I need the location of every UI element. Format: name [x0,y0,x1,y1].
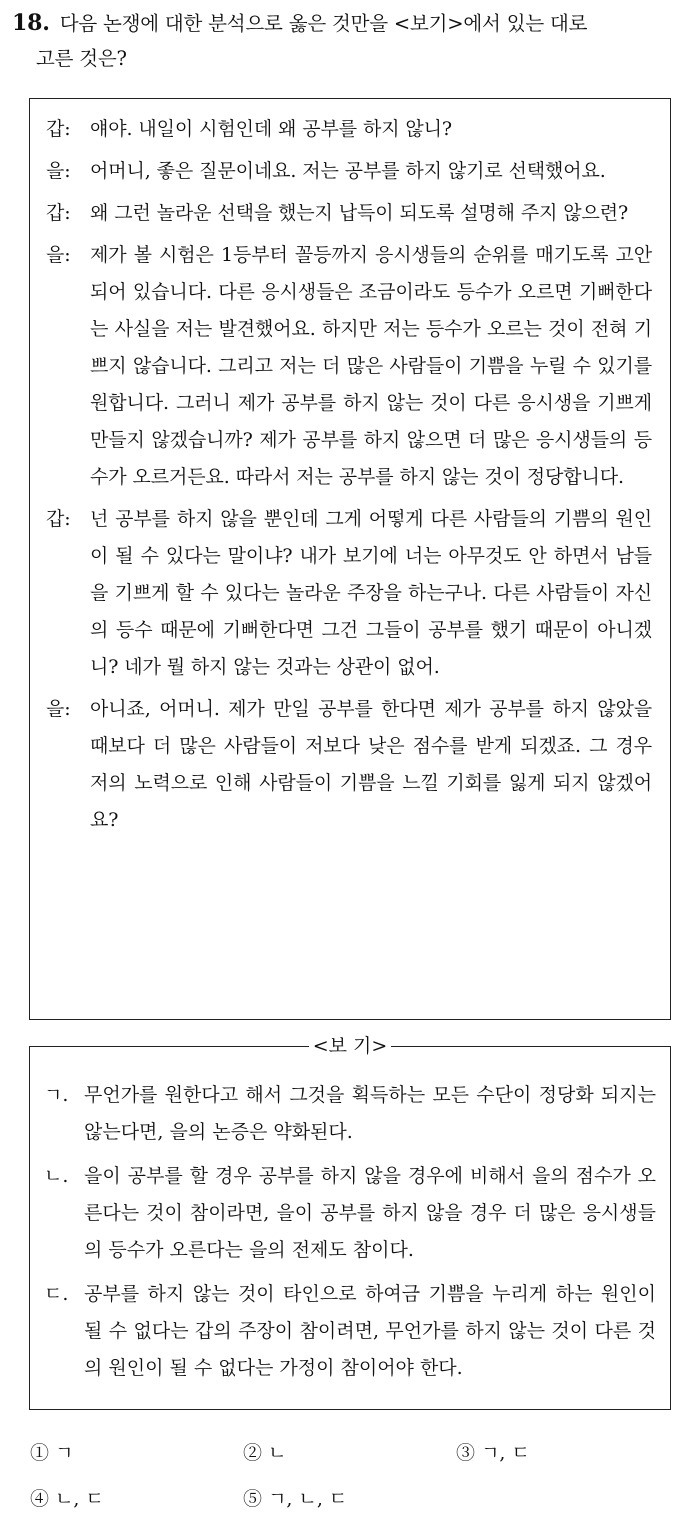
speaker-label: 갑: [46,202,71,224]
dialogue-turn [46,111,652,148]
question-line-2: 고른 것은? [36,47,127,70]
utterance: 넌 공부를 하지 않을 뿐인데 그게 어떻게 다른 사람들의 기쁨의 원인이 될 수 있다는 말이냐? 내가 보기에 너는 아무것도 안 하면서 남들을 기쁘게 할 수 있다는 놀라운 주장을 하는구나. 다른 사람들이 자신의 등수 때문에 기뻐한다면 그건 그들이 공부를 했기 때문이 아니겠니? 네가 뭘 하지 않는 것과는 상관이 없어. [90,508,652,678]
choice-answer: ㄱ [55,1442,74,1464]
bogi-item-text: 을이 공부를 할 경우 공부를 하지 않을 경우에 비해서 을의 점수가 오른다는 것이 참이라면, 을이 공부를 하지 않을 경우 더 많은 응시생들의 등수가 오른다는 을의 전제도 참이다. [84,1165,656,1261]
choice-number: ⑤ [243,1488,263,1510]
bogi-item [44,1158,656,1269]
choice-row [30,1438,670,1484]
choice-row [30,1484,670,1530]
choice-answer: ㄴ, ㄷ [55,1488,104,1510]
dialogue-turn [46,501,652,686]
choice-answer: ㄱ, ㄷ [481,1442,530,1464]
bogi-box [29,1046,671,1410]
dialogue-turn [46,195,652,232]
choice-4[interactable] [30,1484,243,1530]
choice-number: ④ [30,1488,50,1510]
speaker-label: 갑: [46,118,71,140]
choice-number: ② [243,1442,263,1464]
dialogue-turn [46,153,652,190]
bogi-title-text: <보 기> [309,1035,392,1057]
choice-answer: ㄴ [268,1442,287,1464]
utterance: 어머니, 좋은 질문이네요. 저는 공부를 하지 않기로 선택했어요. [90,160,606,182]
question-text: 다음 논쟁에 대한 분석으로 옳은 것만을 <보기>에서 있는 대로 [59,12,588,35]
question-number: 18. [12,10,50,36]
choice-1[interactable] [30,1438,243,1484]
bogi-item [44,1077,656,1151]
utterance: 얘야. 내일이 시험인데 왜 공부를 하지 않니? [90,118,452,140]
bogi-item [44,1276,656,1387]
question-line-1 [12,6,680,41]
choice-number: ① [30,1442,50,1464]
choice-2[interactable] [243,1438,456,1484]
bogi-title [29,1033,671,1059]
bogi-item-text: 무언가를 원한다고 해서 그것을 획득하는 모든 수단이 정당화 되지는 않는다면, 을의 논증은 약화된다. [84,1084,656,1143]
choice-5[interactable] [243,1484,456,1530]
bogi-item-mark: ㄷ. [44,1283,69,1305]
choice-3[interactable] [456,1438,669,1484]
choice-number: ③ [456,1442,476,1464]
speaker-label: 을: [46,698,71,720]
speaker-label: 갑: [46,508,71,530]
speaker-label: 을: [46,160,71,182]
dialogue-turn [46,237,652,496]
question-stem [12,6,680,76]
utterance: 제가 볼 시험은 1등부터 꼴등까지 응시생들의 순위를 매기도록 고안되어 있습니다. 다른 응시생들은 조금이라도 등수가 오르면 기뻐한다는 사실을 저는 발견했어요. 하지만 저는 등수가 오르는 것이 전혀 기쁘지 않습니다. 그리고 저는 더 많은 사람들이 기쁨을 누릴 수 있기를 원합니다. 그러니 제가 공부를 하지 않는 것이 다른 응시생을 기쁘게 만들지 않겠습니까? 제가 공부를 하지 않으면 더 많은 응시생들의 등수가 오르거든요. 따라서 저는 공부를 하지 않는 것이 정당합니다. [90,244,652,488]
bogi-item-mark: ㄴ. [44,1165,69,1187]
speaker-label: 을: [46,244,71,266]
answer-choices [30,1438,670,1530]
utterance: 아니죠, 어머니. 제가 만일 공부를 한다면 제가 공부를 하지 않았을 때보다 더 많은 사람들이 저보다 낮은 점수를 받게 되겠죠. 그 경우 저의 노력으로 인해 사람들이 기쁨을 느낄 기회를 잃게 되지 않겠어요? [90,698,652,831]
dialogue-turn [46,691,652,839]
bogi-item-mark: ㄱ. [44,1084,69,1106]
bogi-item-text: 공부를 하지 않는 것이 타인으로 하여금 기쁨을 누리게 하는 원인이 될 수 없다는 갑의 주장이 참이려면, 무언가를 하지 않는 것이 다른 것의 원인이 될 수 없다는 가정이 참이어야 한다. [84,1283,656,1379]
choice-answer: ㄱ, ㄴ, ㄷ [268,1488,348,1510]
dialogue-box [29,98,671,1020]
utterance: 왜 그런 놀라운 선택을 했는지 납득이 되도록 설명해 주지 않으련? [90,202,629,224]
